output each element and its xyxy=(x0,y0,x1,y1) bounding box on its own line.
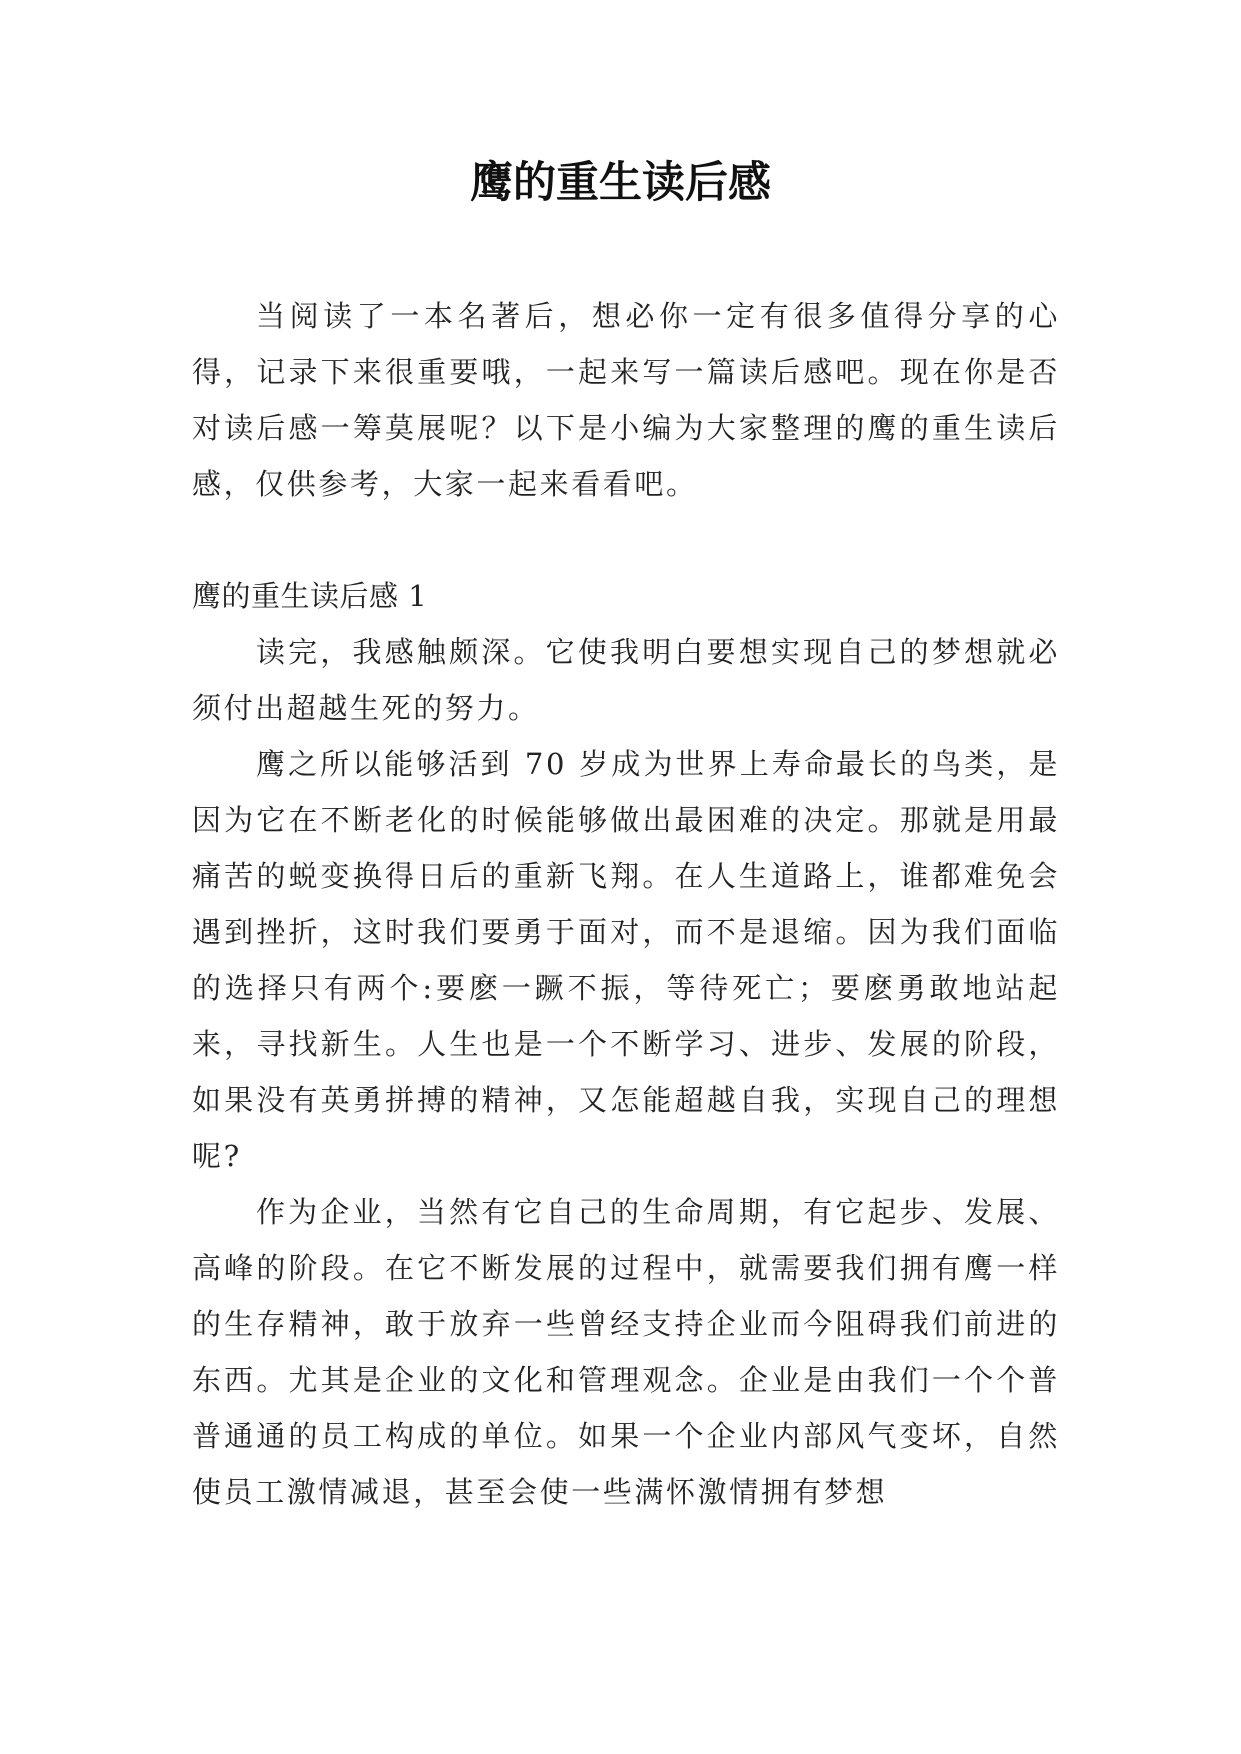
document-title: 鹰的重生读后感 xyxy=(470,158,771,208)
body-paragraph-1: 读完，我感触颇深。它使我明白要想实现自己的梦想就必须付出超越生死的努力。 xyxy=(192,635,1060,725)
body-paragraph-2: 鹰之所以能够活到 70 岁成为世界上寿命最长的鸟类，是因为它在不断老化的时候能够做出最困难的决定。那就是用最痛苦的蜕变换得日后的重新飞翔。在人生道路上，谁都难免会遇到挫折，这时我们要勇于面对，而不是退缩。因为我们面临的选择只有两个:要麽一蹶不振，等待死亡；要麽勇敢地站起来，寻找新生。人生也是一个不断学习、进步、发展的阶段，如果没有英勇拼搏的精神，又怎能超越自我，实现自己的理想呢? xyxy=(192,747,1060,1173)
body-paragraph-3: 作为企业，当然有它自己的生命周期，有它起步、发展、高峰的阶段。在它不断发展的过程中，就需要我们拥有鹰一样的生存精神，敢于放弃一些曾经支持企业而今阻碍我们前进的东西。尤其是企业的文化和管理观念。企业是由我们一个个普普通通的员工构成的单位。如果一个企业内部风气变坏，自然使员工激情减退，甚至会使一些满怀激情拥有梦想 xyxy=(192,1195,1060,1509)
section-heading: 鹰的重生读后感 1 xyxy=(192,579,428,613)
document-body xyxy=(192,288,1060,1520)
intro-paragraph: 当阅读了一本名著后，想必你一定有很多值得分享的心得，记录下来很重要哦，一起来写一篇读后感吧。现在你是否对读后感一筹莫展呢？以下是小编为大家整理的鹰的重生读后感，仅供参考，大家一起来看看吧。 xyxy=(192,299,1060,501)
